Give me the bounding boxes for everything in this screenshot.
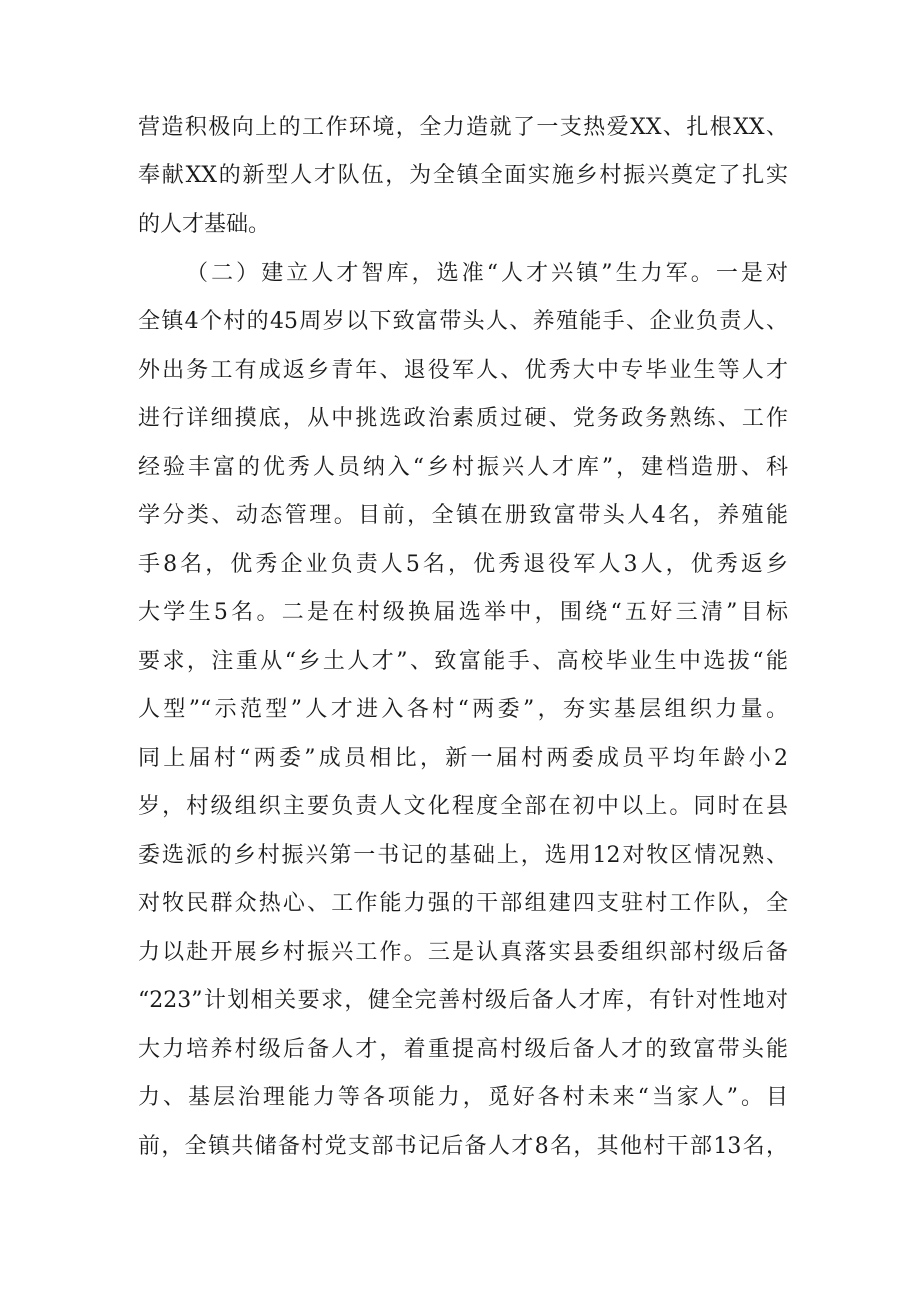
paragraph-line: 要求，注重从“乡土人才”、致富能手、高校毕业生中选拔“能 [138, 649, 788, 674]
paragraph-line: 奉献XX的新型人才队伍，为全镇全面实施乡村振兴奠定了扎实 [138, 163, 788, 188]
paragraph-line: 对牧民群众热心、工作能力强的干部组建四支驻村工作队，全 [138, 891, 788, 916]
paragraph-line: 岁，村级组织主要负责人文化程度全部在初中以上。同时在县 [138, 794, 788, 819]
paragraph-line: 的人才基础。 [138, 212, 271, 237]
paragraph-line: 进行详细摸底，从中挑选政治素质过硬、党务政务熟练、工作 [138, 406, 788, 431]
paragraph-line: 大学生5名。二是在村级换届选举中，围绕“五好三清”目标 [138, 600, 788, 625]
paragraph-line: 外出务工有成返乡青年、退役军人、优秀大中专毕业生等人才 [138, 358, 788, 383]
paragraph-line: 学分类、动态管理。目前，全镇在册致富带头人4名，养殖能 [138, 503, 788, 528]
paragraph-line: 力、基层治理能力等各项能力，觅好各村未来“当家人”。目 [138, 1085, 788, 1110]
paragraph-line: 大力培养村级后备人才，着重提高村级后备人才的致富带头能 [138, 1037, 788, 1062]
paragraph-line: 同上届村“两委”成员相比，新一届村两委成员平均年龄小2 [138, 746, 788, 771]
paragraph-line: 人型”“示范型”人才进入各村“两委”，夯实基层组织力量。 [138, 697, 788, 722]
paragraph-line: 营造积极向上的工作环境，全力造就了一支热爱XX、扎根XX、 [138, 115, 788, 140]
paragraph-line: 经验丰富的优秀人员纳入“乡村振兴人才库”，建档造册、科 [138, 455, 788, 480]
paragraph-line: 力以赴开展乡村振兴工作。三是认真落实县委组织部村级后备 [138, 940, 788, 965]
paragraph-line: 前，全镇共储备村党支部书记后备人才8名，其他村干部13名， [138, 1134, 788, 1159]
section-heading-line: （二）建立人才智库，选准“人才兴镇”生力军。一是对 [186, 261, 788, 286]
paragraph-line: 手8名，优秀企业负责人5名，优秀退役军人3人，优秀返乡 [138, 552, 788, 577]
paragraph-line: 委选派的乡村振兴第一书记的基础上，选用12对牧区情况熟、 [138, 843, 788, 868]
paragraph-line: 全镇4个村的45周岁以下致富带头人、养殖能手、企业负责人、 [138, 309, 788, 334]
paragraph-line: “223”计划相关要求，健全完善村级后备人才库，有针对性地对 [138, 988, 788, 1013]
